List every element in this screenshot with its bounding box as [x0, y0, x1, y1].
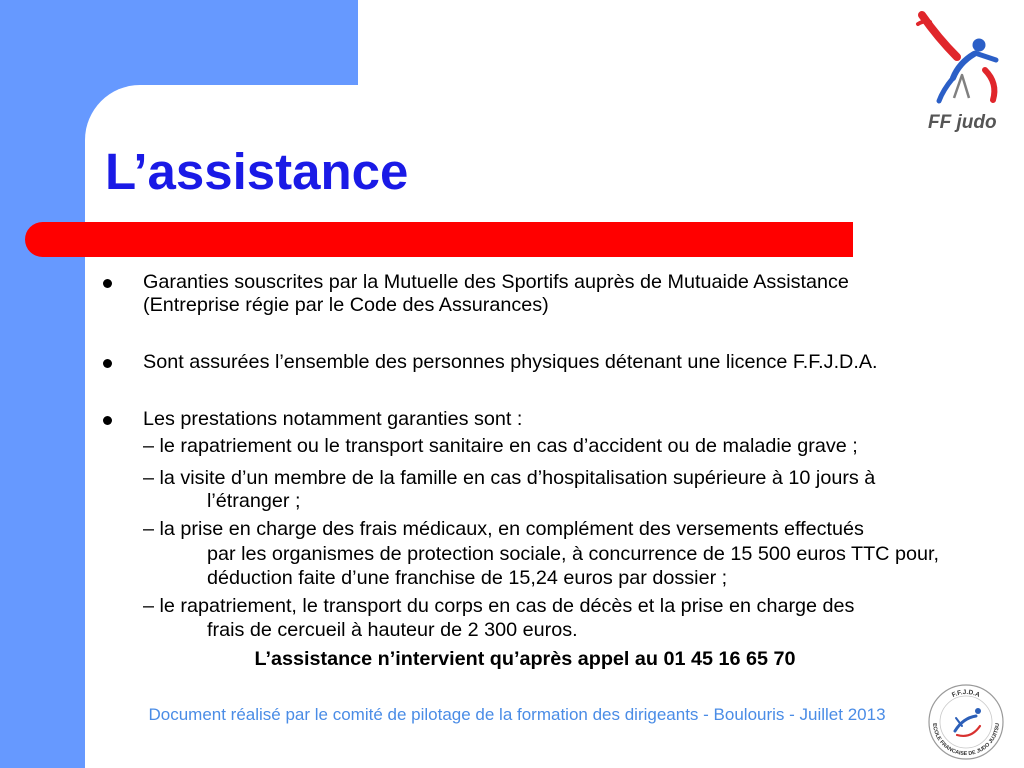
- bullet-icon: [103, 416, 112, 425]
- footer-credit: Document réalisé par le comité de pilotage de la formation des dirigeants - Boulouris - Juillet 2013: [148, 705, 886, 724]
- bullet-icon: [103, 279, 112, 288]
- bullet-text-line: Sont assurées l’ensemble des personnes physiques détenant une licence F.F.J.D.A.: [143, 351, 878, 373]
- bullet-text-line: (Entreprise régie par le Code des Assurances): [143, 294, 549, 316]
- ff-judo-logo-icon: [912, 8, 1012, 136]
- logo-wordmark: FF judo: [928, 112, 997, 133]
- slide-title: L’assistance: [105, 143, 409, 200]
- ffjda-seal-icon: [926, 682, 1006, 762]
- sub-item-continuation-line: par les organismes de protection sociale, à concurrence de 15 500 euros TTC pour,: [207, 543, 939, 565]
- sub-item-line: – la visite d’un membre de la famille en cas d’hospitalisation supérieure à 10 jours à: [143, 467, 876, 489]
- seal-top-text: F.F.J.D.A: [950, 688, 981, 699]
- bullet-text-line: Les prestations notamment garanties sont :: [143, 408, 523, 430]
- sub-item-continuation-line: déduction faite d’une franchise de 15,24 euros par dossier ;: [207, 567, 728, 589]
- sub-item-line: – le rapatriement ou le transport sanitaire en cas d’accident ou de maladie grave ;: [143, 435, 858, 457]
- sub-item-line: – le rapatriement, le transport du corps en cas de décès et la prise en charge des: [143, 595, 855, 617]
- bullet-text-line: Garanties souscrites par la Mutuelle des Sportifs auprès de Mutuaide Assistance: [143, 271, 849, 293]
- sub-item-continuation-line: frais de cercueil à hauteur de 2 300 euros.: [207, 619, 578, 641]
- seal-ring-text: ECOLE FRANCAISE DE JUDO JUJITSU: [930, 722, 1002, 758]
- assistance-phone-notice: L’assistance n’intervient qu’après appel au 01 45 16 65 70: [254, 648, 796, 670]
- sub-item-continuation-line: l’étranger ;: [207, 490, 301, 512]
- sub-item-line: – la prise en charge des frais médicaux, en complément des versements effectués: [143, 518, 864, 540]
- title-underline-bar: [25, 222, 853, 257]
- bullet-icon: [103, 359, 112, 368]
